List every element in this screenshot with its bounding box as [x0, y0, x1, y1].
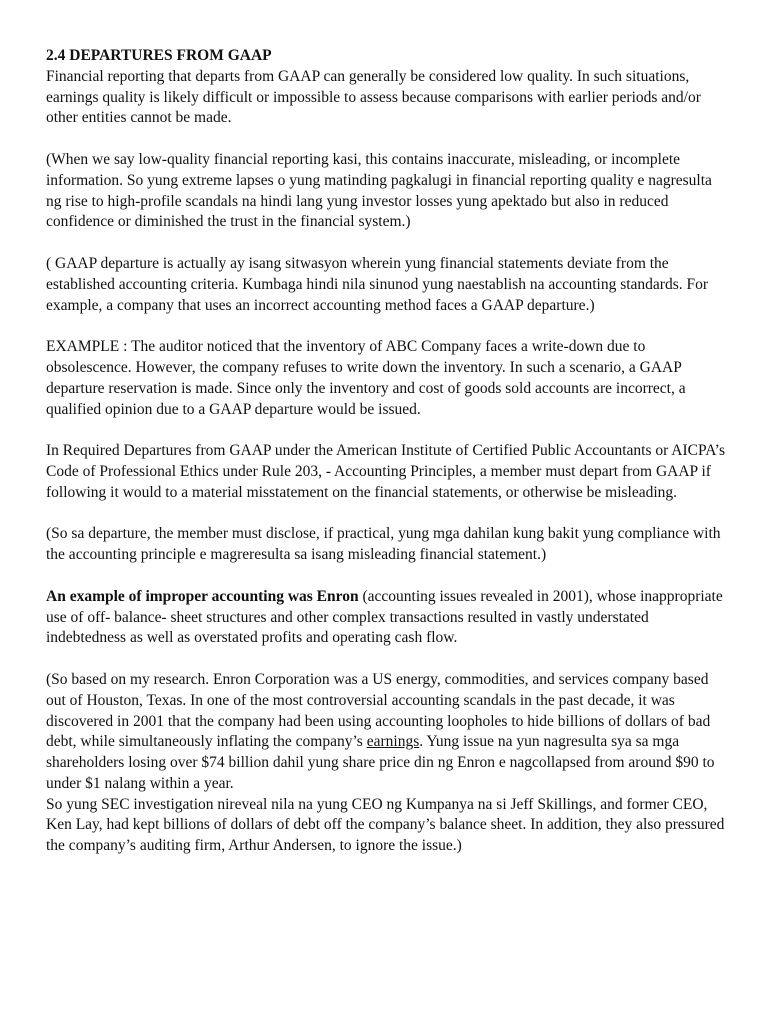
paragraph-enron-example: [46, 587, 726, 649]
enron-example-bold: An example of improper accounting was Enron: [46, 587, 359, 605]
paragraph-enron-research: [46, 670, 726, 795]
paragraph-disclosure-note: (So sa departure, the member must disclose, if practical, yung mga dahilan kung bakit yung compliance with the accounting principle e magreresulta sa isang misleading financial statement.): [46, 525, 721, 564]
enron-research-text: (So based on my research. Enron Corporation was a US energy, commodities, and services company based out of Houston, Texas. In one of the most controversial accounting scandals in the past decade, it was discovered in 2001 that the company had been using accounting loopholes to hide billions of dollars of bad debt, while simultaneously inflating the company’s: [46, 670, 711, 751]
paragraph-example-abc: EXAMPLE : The auditor noticed that the inventory of ABC Company faces a write-down due to obsolescence. However, the company refuses to write down the inventory. In such a scenario, a GAAP departure reservation is made. Since only the inventory and cost of goods sold accounts are incorrect, a qualified opinion due to a GAAP departure would be issued.: [46, 338, 686, 418]
enron-research-text-continued: . Yung issue na yun nagresulta sya sa mga shareholders losing over $74 billion dahil yung share price din ng Enron e nagcollapsed from around $90 to under $1 nalang within a year.: [46, 733, 715, 792]
section-heading: 2.4 DEPARTURES FROM GAAP: [46, 47, 272, 64]
paragraph-aicpa-rule-203: In Required Departures from GAAP under the American Institute of Certified Public Accountants or AICPA’s Code of Professional Ethics under Rule 203, - Accounting Principles, a member must depart from GAAP if following it would to a material misstatement on the financial statements, or otherwise be misleading.: [46, 442, 726, 501]
paragraph-gaap-quality: Financial reporting that departs from GAAP can generally be considered low quality. In such situations, earnings quality is likely difficult or impossible to assess because comparisons with earlier periods and/or other entities cannot be made.: [46, 67, 701, 127]
paragraph-low-quality-explanation: (When we say low-quality financial reporting kasi, this contains inaccurate, misleading, or incomplete information. So yung extreme lapses o yung matinding pagkalugi in financial reporting quality e nagresulta ng rise to high-profile scandals na hindi lang yung investor losses yung apektado but also in reduced confidence or diminished the trust in the financial system.): [46, 150, 712, 231]
paragraph-gaap-departure-definition: ( GAAP departure is actually ay isang sitwasyon wherein yung financial statements deviate from the established accounting criteria. Kumbaga hindi nila sinunod yung naestablish na accounting standards. For example, a company that uses an incorrect accounting method faces a GAAP departure.): [46, 254, 709, 314]
paragraph-sec-investigation: So yung SEC investigation nireveal nila na yung CEO ng Kumpanya na si Jeff Skillings, and former CEO, Ken Lay, had kept billions of dollars of debt off the company’s balance sheet. In addition, they also pressured the company’s auditing firm, Arthur Andersen, to ignore the issue.): [46, 795, 725, 855]
enron-example-text: (accounting issues revealed in 2001), whose inappropriate use of off- balance- sheet structures and other complex transactions resulted in vastly understated indebtedness as well as overstated profits and operating cash flow.: [46, 587, 723, 647]
earnings-link[interactable]: earnings: [366, 733, 420, 751]
